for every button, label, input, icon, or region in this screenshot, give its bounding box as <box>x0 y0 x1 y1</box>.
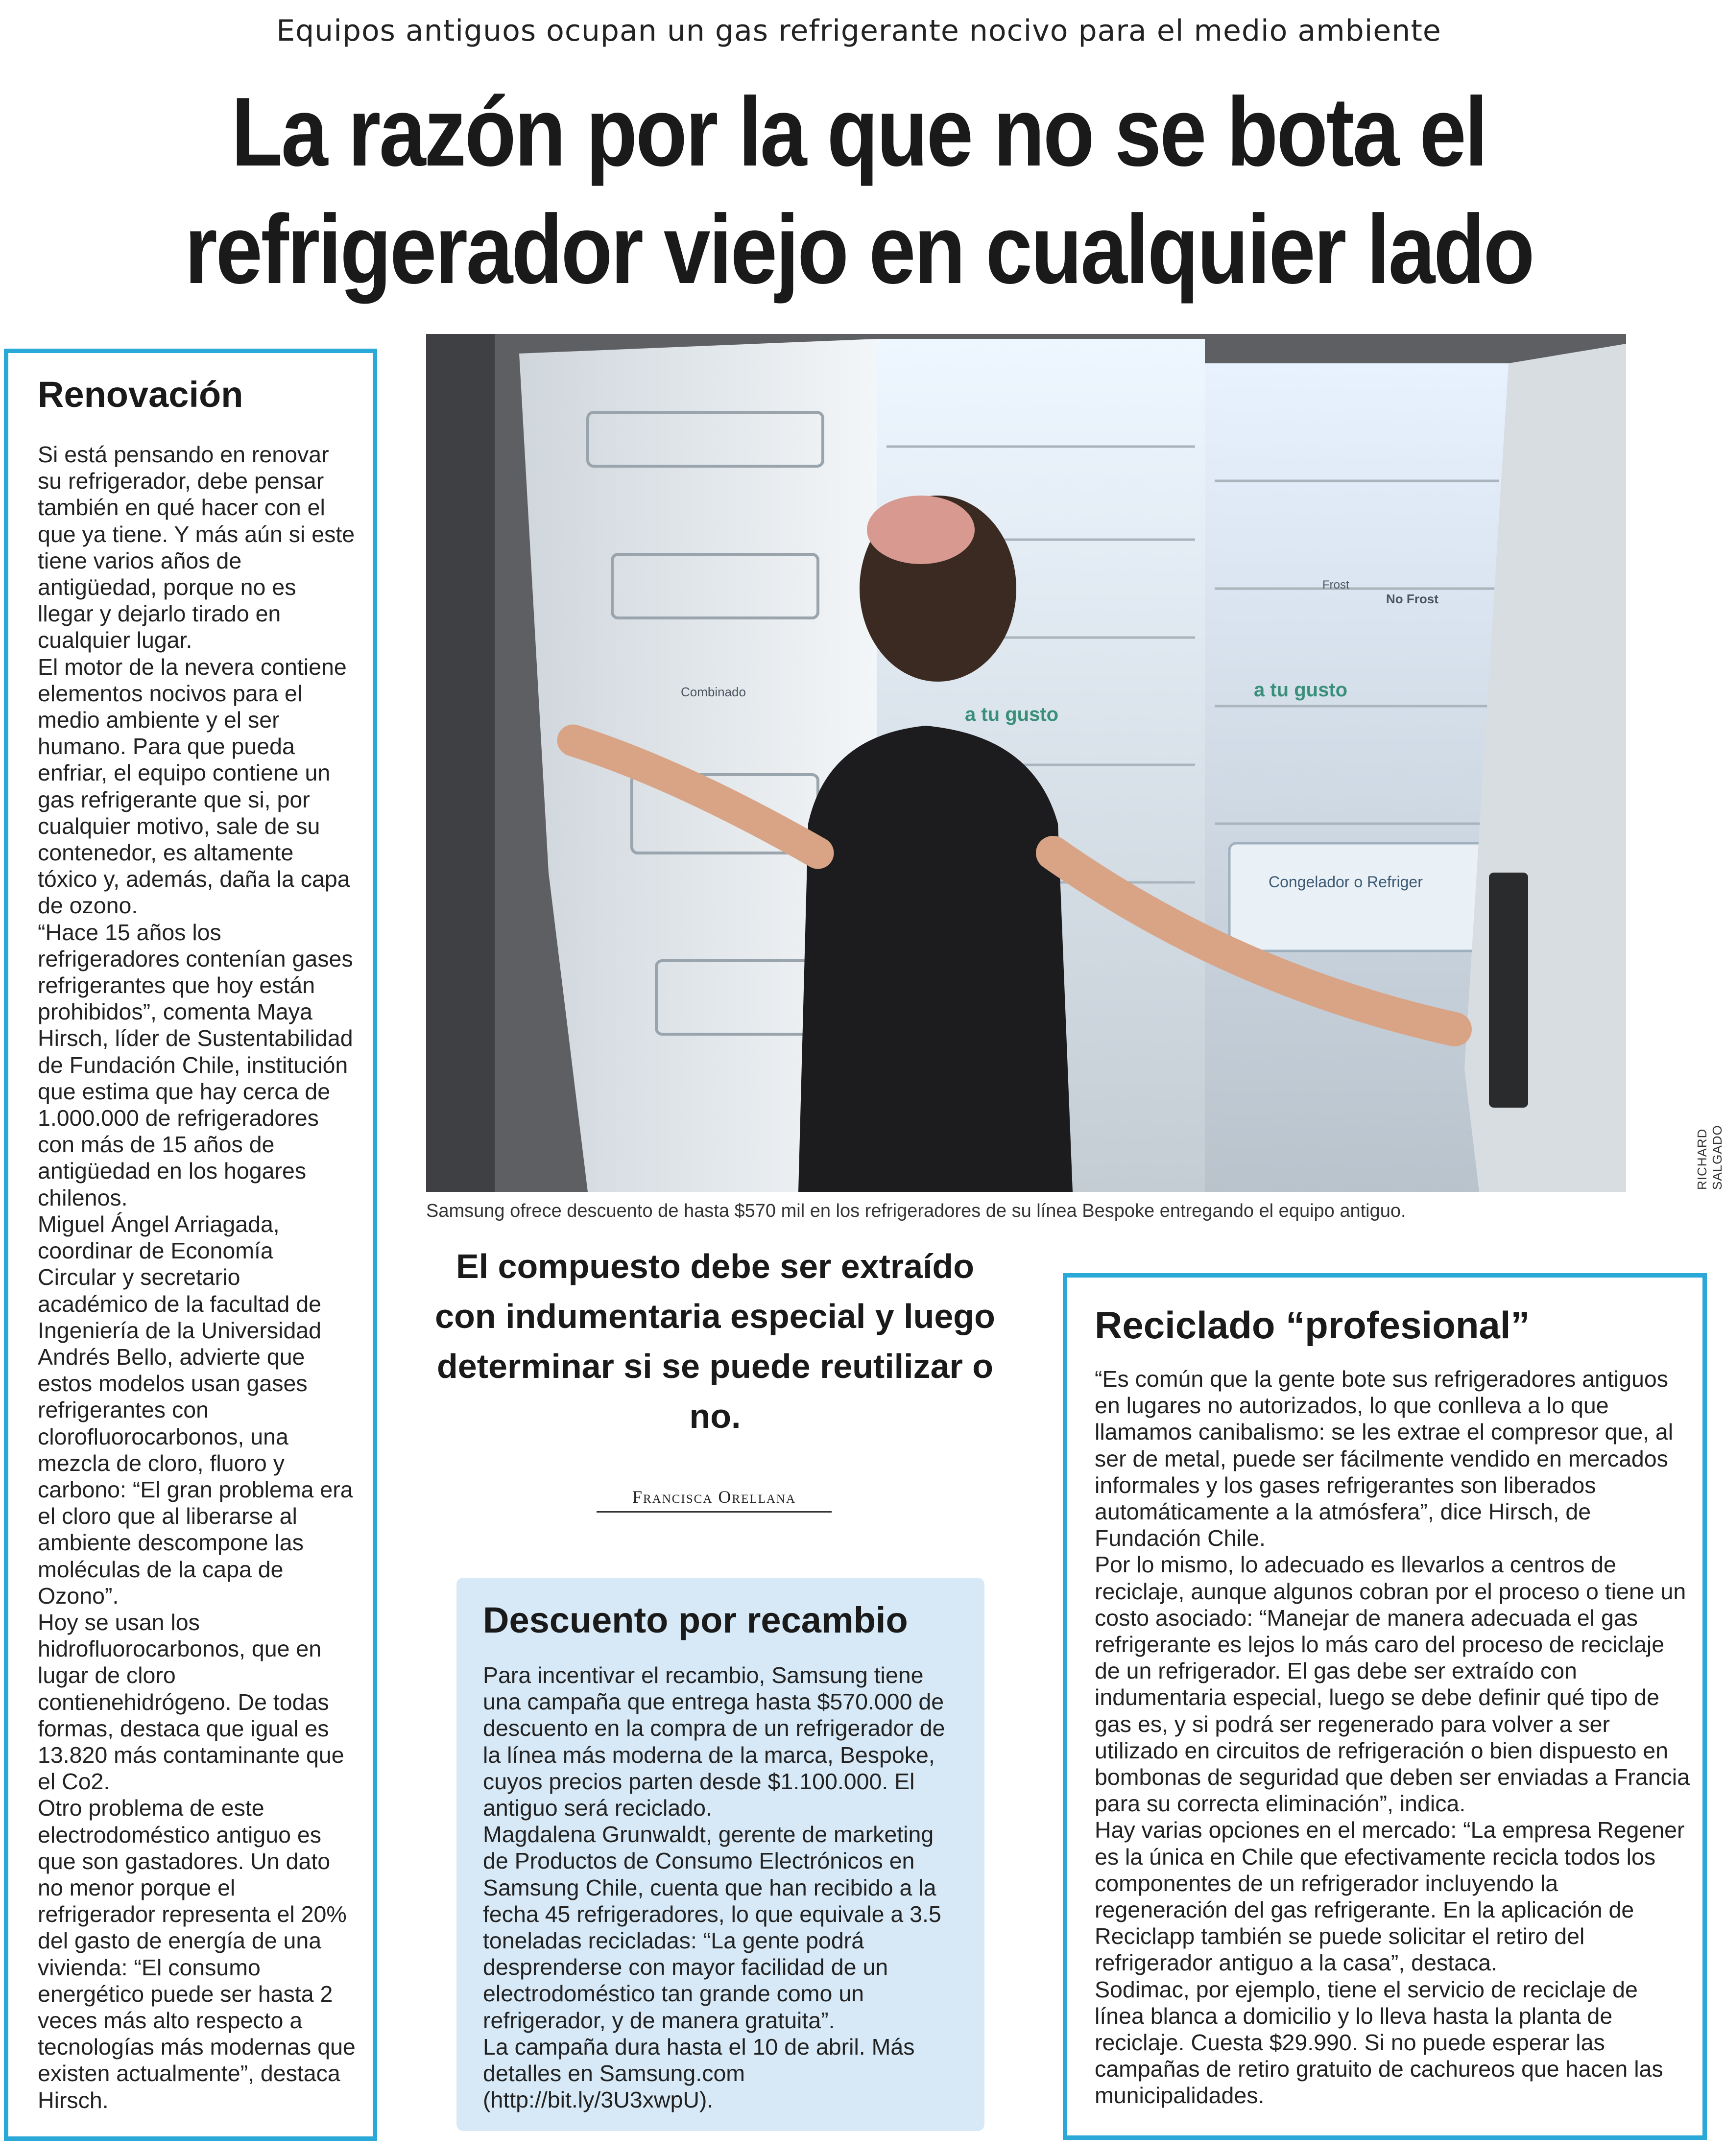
headline-line-2: refrigerador viejo en cualquier lado <box>184 195 1533 304</box>
renovacion-title: Renovación <box>38 374 243 415</box>
photo-illustration <box>426 334 1626 1192</box>
photo-label-nofrost: No Frost <box>1386 592 1438 606</box>
descuento-title: Descuento por recambio <box>483 1600 908 1640</box>
reciclado-box <box>1063 1273 1707 2140</box>
descuento-box <box>456 1578 984 2131</box>
renovacion-box <box>4 349 377 2141</box>
reciclado-body: “Es común que la gente bote sus refrigeradores antiguos en lugares no autorizados, lo que conlleva a lo que llamamos canibalismo: se les extrae el compresor que, al ser de metal, puede ser fácilmente vendido en mercados informales y los gases refrigerantes son liberados automáticamente a la atmósfera”, dice Hirsch, de Fundación Chile. Por lo mismo, lo adecuado es llevarlos a centros de reciclaje, aunque algunos cobran por el proceso o tiene un costo asociado: “Manejar de manera adecuada el gas refrigerante es lejos lo más caro del proceso de reciclaje de un refrigerador. El gas debe ser extraído con indumentaria especial, luego se debe definir qué tipo de gas es, y si podrá ser regenerado para volver a ser utilizado en circuitos de refrigeración o bien dispuesto en bombonas de seguridad que deben ser enviadas a Francia para su correcta eliminación”, indica. Hay varias opciones en el mercado: “La empresa Regener es la única en Chile que efectivamente recicla todos los componentes de un refrigerador incluyendo la regeneración del gas refrigerante. En la aplicación de Reciclapp también se puede solicitar el retiro del refrigerador antiguo a la casa”, destaca. Sodimac, por ejemplo, tiene el servicio de reciclaje de línea blanca a domicilio y lo lleva hasta la planta de reciclaje. Cuesta $29.990. Si no puede esperar las campañas de retiro gratuito de cachureos que hacen las municipalidades. <box>1095 1366 1690 2109</box>
photo-label-gusto-1: a tu gusto <box>965 704 1059 725</box>
photo-label-frost: Frost <box>1322 578 1349 592</box>
byline: Francisca Orellana <box>597 1487 832 1513</box>
descuento-body: Para incentivar el recambio, Samsung tiene una campaña que entrega hasta $570.000 de descuento en la compra de un refrigerador de la línea más moderna de la marca, Bespoke, cuyos precios parten desde $1.100.000. El antiguo será reciclado. Magdalena Grunwaldt, gerente de marketing de Productos de Consumo Electrónicos en Samsung Chile, cuenta que han recibido a la fecha 45 refrigeradores, lo que equivale a 3.5 toneladas recicladas: “La gente podrá desprenderse con mayor facilidad de un electrodoméstico tan grande como un refrigerador, y de manera gratuita”. La campaña dura hasta el 10 de abril. Más detalles en Samsung.com (http://bit.ly/3U3xwpU). <box>483 1662 945 2113</box>
photo-label-congelador: Congelador o Refriger <box>1269 873 1423 891</box>
reciclado-title: Reciclado “profesional” <box>1095 1303 1530 1347</box>
headline-line-1: La razón por la que no se bota el <box>231 77 1486 187</box>
photo-label-combinado: Combinado <box>681 685 746 699</box>
refrigerator-photo <box>426 334 1626 1192</box>
headline <box>120 73 1597 308</box>
photo-credit: RICHARD SALGADO <box>1695 1125 1725 1190</box>
photo-label-gusto-2: a tu gusto <box>1254 679 1348 701</box>
pull-quote: El compuesto debe ser extraído con indumentaria especial y luego determinar si se puede reutilizar o no. <box>435 1247 995 1435</box>
renovacion-body: Si está pensando en renovar su refrigerador, debe pensar también en qué hacer con el que ya tiene. Y más aún si este tiene varios años de antigüedad, porque no es llegar y dejarlo tirado en cualquier lugar. El motor de la nevera contiene elementos nocivos para el medio ambiente y el ser humano. Para que pueda enfriar, el equipo contiene un gas refrigerante que si, por cualquier motivo, sale de su contenedor, es altamente tóxico y, además, daña la capa de ozono. “Hace 15 años los refrigeradores contenían gases refrigerantes que hoy están prohibidos”, comenta Maya Hirsch, líder de Sustentabilidad de Fundación Chile, institución que estima que hay cerca de 1.000.000 de refrigeradores con más de 15 años de antigüedad en los hogares chilenos. Miguel Ángel Arriagada, coordinar de Economía Circular y secretario académico de la facultad de Ingeniería de la Universidad Andrés Bello, advierte que estos modelos usan gases refrigerantes con clorofluorocarbonos, una mezcla de cloro, fluoro y carbono: “El gran problema era el cloro que al liberarse al ambiente descompone las moléculas de la capa de Ozono”. Hoy se usan los hidrofluorocarbonos, que en lugar de cloro contienehidrógeno. De todas formas, destaca que igual es 13.820 más contaminante que el Co2. Otro problema de este electrodoméstico antiguo es que son gastadores. Un dato no menor porque el refrigerador representa el 20% del gasto de energía de una vivienda: “El consumo energético puede ser hasta 2 veces más alto respecto a tecnologías más modernas que existen actualmente”, destaca Hirsch. <box>38 442 356 2113</box>
kicker: Equipos antiguos ocupan un gas refrigerante nocivo para el medio ambiente <box>276 14 1441 48</box>
photo-caption: Samsung ofrece descuento de hasta $570 mil en los refrigeradores de su línea Bespoke entregando el equipo antiguo. <box>426 1201 1406 1221</box>
